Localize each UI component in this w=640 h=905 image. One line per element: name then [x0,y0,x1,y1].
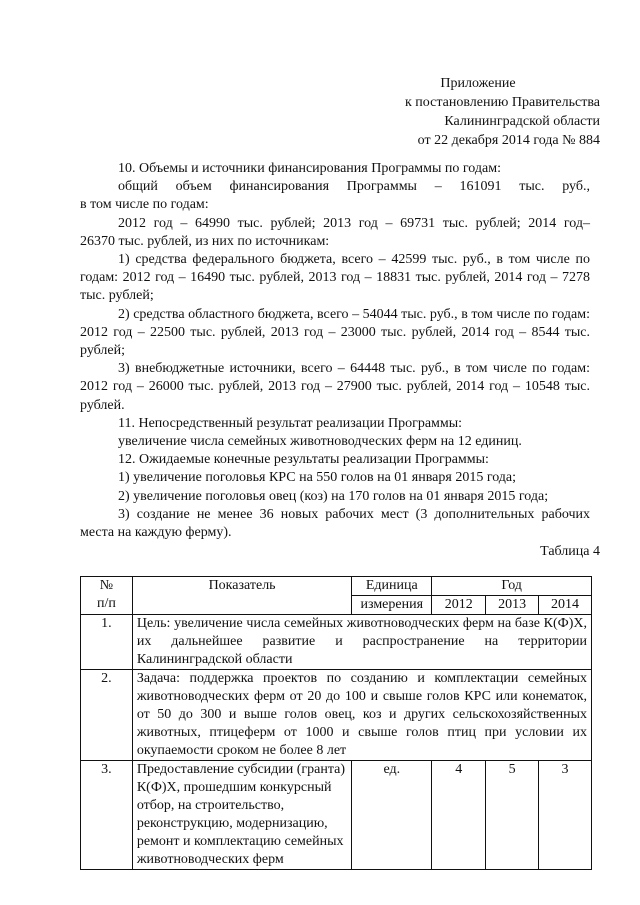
paragraph: 2012 год – 64990 тыс. рублей; 2013 год – 69731 тыс. рублей; 2014 год– [118,215,590,231]
row-number: 3. [81,761,133,870]
table-row [81,761,592,870]
row-indicator: Предоставление субсидии (гранта) К(Ф)Х, прошедшим конкурсный отбор, на строительство, реконструкцию, модернизацию, ремонт и комплектацию семейных животноводческих ферм [132,761,351,870]
paragraph: 10. Объемы и источники финансирования Программы по годам: [118,161,501,176]
appendix-header [300,74,600,150]
header-year-2014: 2014 [539,596,592,615]
paragraph: 26370 тыс. рублей, из них по источникам: [80,233,330,249]
table-row [81,615,592,670]
paragraph: 2) увеличение поголовья овец (коз) на 170 голов на 01 января 2015 года; [118,488,549,504]
header-unit-top: Единица [352,577,432,596]
table-header-row [81,577,592,596]
paragraph: 1) средства федерального бюджета, всего – 42599 тыс. руб., в том числе по годам: 2012 год – 16490 тыс. рублей, 2013 год – 18831 тыс. рублей, 2014 год – 7278 тыс. рублей; [80,252,590,304]
header-year-2013: 2013 [486,596,539,615]
date-text: 22 декабря 2014 года № [434,133,576,148]
row-value-2012: 4 [432,761,486,870]
appendix-region: Калининградской области [444,114,600,129]
header-indicator: Показатель [132,577,351,615]
appendix-date [300,131,600,150]
document-body [80,160,590,542]
table-caption: Таблица 4 [540,544,600,559]
table-row [81,670,592,761]
paragraph: 1) увеличение поголовья КРС на 550 голов на 01 января 2015 года; [118,470,517,486]
paragraph: 11. Непосредственный результат реализации Программы: [118,415,463,431]
appendix-resolution: к постановлению Правительства [404,95,600,110]
row-number: 1. [81,615,133,670]
paragraph: 12. Ожидаемые конечные результаты реализации Программы: [118,452,489,468]
row-value-2013: 5 [486,761,539,870]
row-number: 2. [81,670,133,761]
paragraph: 3) создание не менее 36 новых рабочих мест (3 дополнительных рабочих места на каждую ферму). [80,506,590,541]
row-task: Задача: поддержка проектов по созданию и комплектации семейных животноводческих ферм от 20 до 100 и свыше голов КРС или конематок, от 50 до 300 и выше голов овец, коз и других сельскохозяйственных животных, птицеферм от 1000 и свыше голов птиц при условии их окупаемости сроком не более 8 лет [132,670,591,761]
date-prefix: от [417,133,431,148]
document-number: 884 [579,133,600,148]
header-year: Год [432,577,592,596]
paragraph: 3) внебюджетные источники, всего – 64448 тыс. руб., в том числе по годам: 2012 год – 26000 тыс. рублей, 2013 год – 27900 тыс. рублей, 2014 год – 10548 тыс. рублей. [80,361,590,413]
row-unit: ед. [352,761,432,870]
header-unit-bottom: измерения [352,596,432,615]
paragraph: в том числе по годам: [80,197,209,213]
header-number: № п/п [81,577,133,615]
appendix-title: Приложение [440,76,516,91]
paragraph: увеличение числа семейных животноводческих ферм на 12 единиц. [118,434,522,450]
indicators-table [80,576,592,870]
header-year-2012: 2012 [432,596,486,615]
row-goal: Цель: увеличение числа семейных животноводческих ферм на базе К(Ф)Х, их дальнейшее развитие и распространение на территории Калининградской области [132,615,591,670]
paragraph: общий объем финансирования Программы – 161091 тыс. руб., [118,179,590,195]
paragraph: 2) средства областного бюджета, всего – 54044 тыс. руб., в том числе по годам: 2012 год – 22500 тыс. рублей, 2013 год – 23000 тыс. рублей, 2014 год – 8544 тыс. рублей; [80,306,590,359]
row-value-2014: 3 [539,761,592,870]
